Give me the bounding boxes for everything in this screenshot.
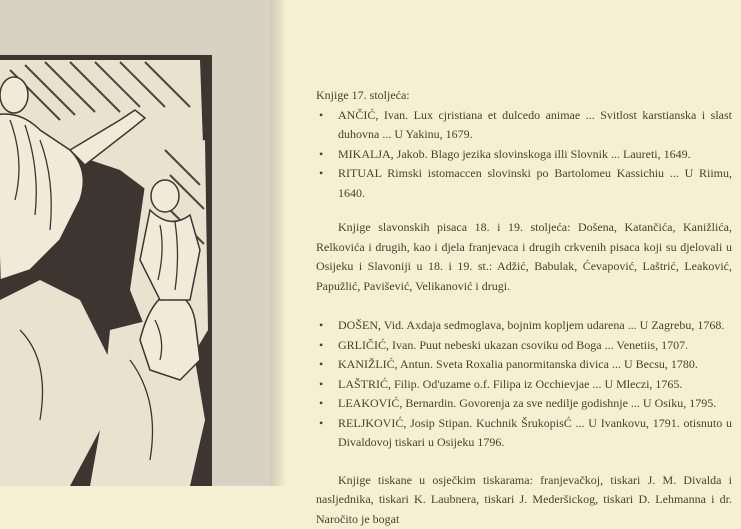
section-heading: Knjige 17. stoljeća: [316, 86, 732, 106]
list-item: • MIKALJA, Jakob. Blago jezika slovinskoga illi Slovnik ... Laureti, 1649. [316, 145, 732, 165]
list-item: • GRLIČIĆ, Ivan. Puut nebeski ukazan csoviku od Boga ... Venetiis, 1707. [316, 336, 732, 356]
list-item: • RITUAL Rimski istomaccen slovinski po Bartolomeu Kassichiu ... U Riimu, 1640. [316, 164, 732, 203]
bibliography-list-18th-19th-century [316, 316, 732, 453]
paragraph-osijek-printers: Knjige tiskane u osječkim tiskarama: franjevačkoj, tiskari J. M. Divalda i nasljednika, tiskari K. Laubnera, tiskari J. Mederšickog, tiskari D. Lehmanna i dr. Naročito je bogat [316, 471, 732, 529]
text-block [316, 86, 732, 529]
list-item: • DOŠEN, Vid. Axdaja sedmoglava, bojnim kopljem udarena ... U Zagrebu, 1768. [316, 316, 732, 336]
right-page [286, 0, 741, 486]
list-item: • ANČIĆ, Ivan. Lux cjristiana et dulcedo animae ... Svitlost karstianska i slast duhovna ... U Yakinu, 1679. [316, 106, 732, 145]
list-item: • LAŠTRIĆ, Filip. Od'uzame o.f. Filipa iz Occhievjae ... U Mleczi, 1765. [316, 375, 732, 395]
page-gutter [270, 0, 286, 486]
list-item: • LEAKOVIĆ, Bernardin. Govorenja za sve nedilje godishnje ... U Osiku, 1795. [316, 394, 732, 414]
list-item: • KANIŽLIĆ, Antun. Sveta Roxalia panormitanska divica ... U Becsu, 1780. [316, 355, 732, 375]
paragraph-slavonian-writers: Knjige slavonskih pisaca 18. i 19. stoljeća: Došena, Katančića, Kanižlića, Relkovića i drugih, kao i djela franjevaca i drugih crkvenih pisaca koji su djelovali u Osijeku i Slavoniji u 18. i 19. st.: Adžić, Babulak, Ćevapović, Laštrić, Leaković, Papužlić, Pavišević, Velikanović i drugi. [316, 218, 732, 296]
bibliography-list-17th-century [316, 106, 732, 204]
list-item: • RELJKOVIĆ, Josip Stipan. Kuchnik ŠrukopisĆ ... U Ivankovu, 1791. otisnuto u Divaldovoj tiskari u Osijeku 1796. [316, 414, 732, 453]
woodcut-illustration [0, 0, 280, 486]
left-page [0, 0, 280, 486]
